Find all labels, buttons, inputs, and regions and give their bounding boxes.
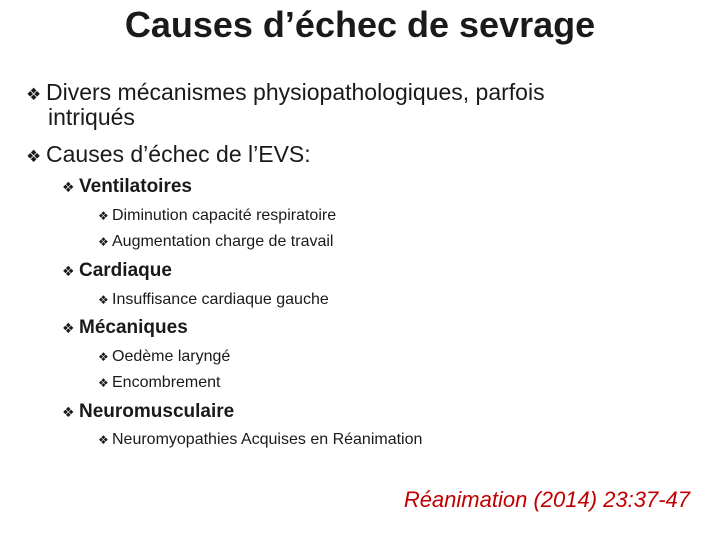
group-heading-text: Ventilatoires [79,176,192,197]
diamond-bullet-icon: ❖ [62,320,75,336]
citation-reference: Réanimation (2014) 23:37-47 [403,487,690,512]
diamond-bullet-icon: ❖ [98,209,109,223]
diamond-bullet-icon: ❖ [98,235,109,249]
list-item [98,232,333,252]
list-item [98,347,230,367]
list-item [98,430,422,450]
slide-title: Causes d’échec de sevrage [124,4,596,45]
list-item [98,373,221,393]
group-heading-mecaniques [62,316,188,340]
group-heading-text: Mécaniques [79,317,188,338]
list-item [98,290,329,310]
diamond-bullet-icon: ❖ [62,263,75,279]
diamond-bullet-icon: ❖ [98,350,109,364]
list-item [98,206,336,226]
diamond-bullet-icon: ❖ [98,293,109,307]
diamond-bullet-icon: ❖ [26,147,42,166]
bullet-text-continuation: intriqués [48,104,135,130]
list-item-text: Oedème laryngé [112,348,231,365]
list-item-text: Insuffisance cardiaque gauche [112,291,329,308]
list-item-text: Neuromyopathies Acquises en Réanimation [112,431,423,448]
group-heading-text: Cardiaque [79,260,172,281]
list-item-text: Augmentation charge de travail [112,233,334,250]
diamond-bullet-icon: ❖ [62,404,75,420]
bullet-text: Divers mécanismes physiopathologiques, parfois [46,79,545,105]
group-heading-cardiaque [62,259,172,283]
diamond-bullet-icon: ❖ [98,433,109,447]
list-item-text: Encombrement [112,374,221,391]
list-item-text: Diminution capacité respiratoire [112,207,337,224]
group-heading-ventilatoires [62,175,192,199]
diamond-bullet-icon: ❖ [26,85,42,104]
diamond-bullet-icon: ❖ [98,376,109,390]
group-heading-text: Neuromusculaire [79,401,235,422]
group-heading-neuromusculaire [62,400,234,424]
bullet-text: Causes d’échec de l’EVS: [46,141,311,167]
diamond-bullet-icon: ❖ [62,179,75,195]
bullet-causes-evs [26,141,311,170]
